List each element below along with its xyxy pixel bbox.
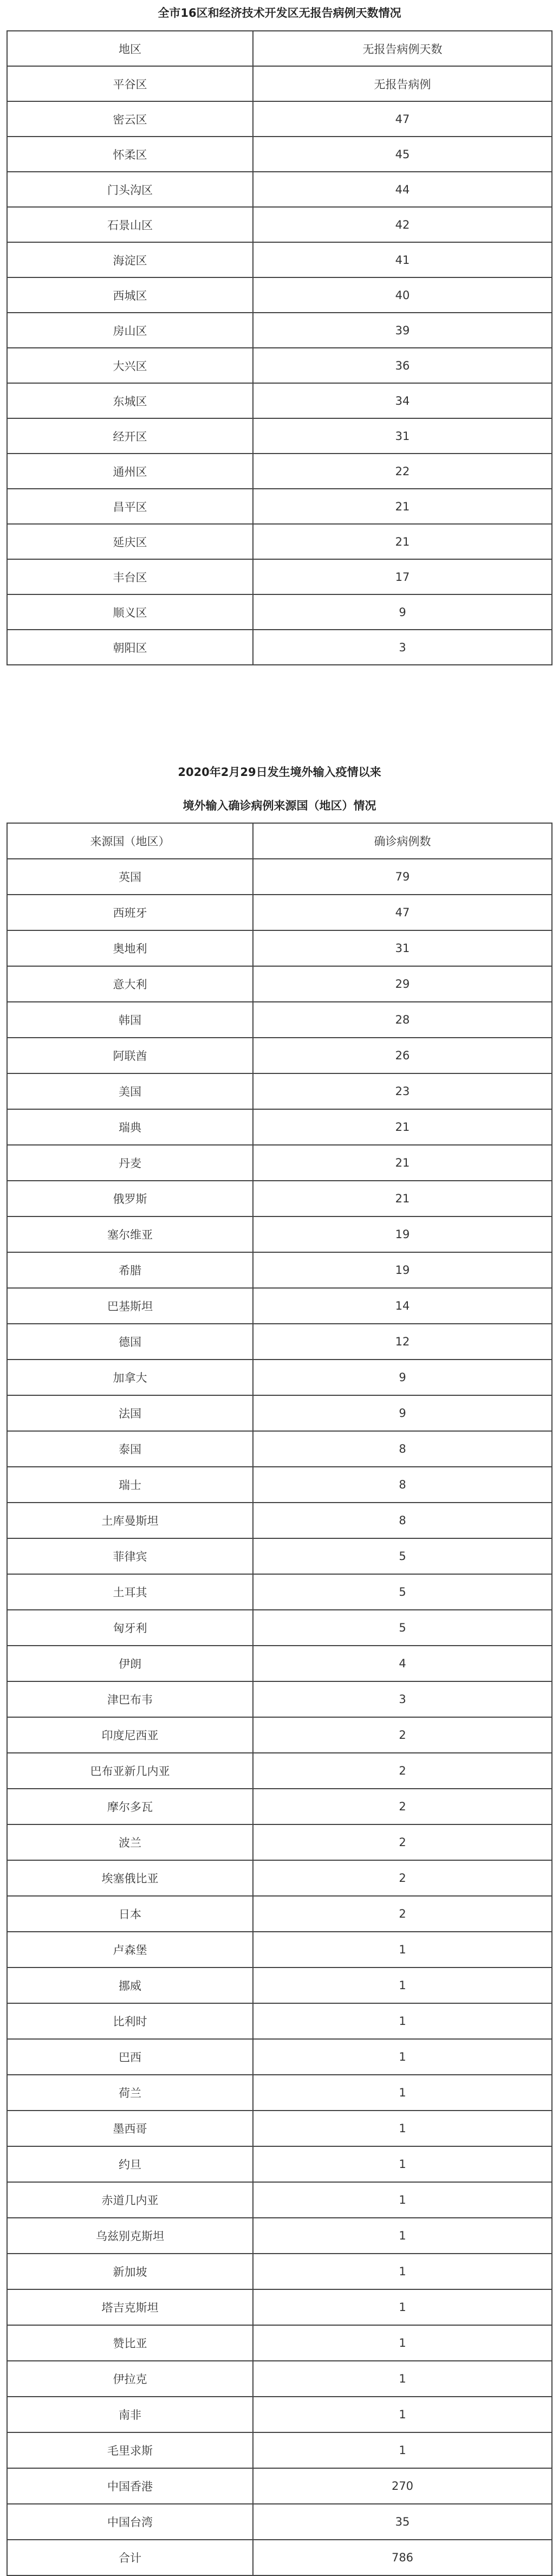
table-row xyxy=(7,383,552,418)
row-label-cell: 瑞典 xyxy=(7,1109,253,1145)
table-row xyxy=(7,1896,552,1932)
row-label-cell: 巴西 xyxy=(7,2039,253,2075)
row-label-cell: 丰台区 xyxy=(7,559,253,594)
table-row xyxy=(7,1789,552,1824)
row-value-cell: 1 xyxy=(253,2218,552,2254)
row-value-cell: 1 xyxy=(253,2325,552,2361)
row-value-cell: 1 xyxy=(253,2182,552,2218)
column-header-days: 无报告病例天数 xyxy=(253,31,552,66)
row-value-cell: 4 xyxy=(253,1646,552,1681)
table-row xyxy=(7,1252,552,1288)
row-value-cell: 39 xyxy=(253,313,552,348)
table-row xyxy=(7,859,552,895)
row-label-cell: 日本 xyxy=(7,1896,253,1932)
row-label-cell: 土库曼斯坦 xyxy=(7,1503,253,1538)
row-label-cell: 巴基斯坦 xyxy=(7,1288,253,1324)
row-value-cell: 79 xyxy=(253,859,552,895)
row-value-cell: 12 xyxy=(253,1324,552,1360)
row-value-cell: 1 xyxy=(253,1967,552,2003)
table-row xyxy=(7,895,552,930)
table-row xyxy=(7,66,552,101)
row-value-cell: 21 xyxy=(253,489,552,524)
row-value-cell: 1 xyxy=(253,2039,552,2075)
table-row xyxy=(7,2039,552,2075)
row-value-cell: 35 xyxy=(253,2504,552,2540)
row-label-cell: 加拿大 xyxy=(7,1360,253,1395)
row-label-cell: 匈牙利 xyxy=(7,1610,253,1646)
row-label-cell: 经开区 xyxy=(7,418,253,454)
row-value-cell: 5 xyxy=(253,1538,552,1574)
row-label-cell: 延庆区 xyxy=(7,524,253,559)
table-row xyxy=(7,418,552,454)
row-label-cell: 卢森堡 xyxy=(7,1932,253,1967)
row-label-cell: 墨西哥 xyxy=(7,2111,253,2146)
table-row xyxy=(7,454,552,489)
row-label-cell: 房山区 xyxy=(7,313,253,348)
row-value-cell: 19 xyxy=(253,1216,552,1252)
row-label-cell: 密云区 xyxy=(7,101,253,137)
table-row xyxy=(7,313,552,348)
row-value-cell: 23 xyxy=(253,1073,552,1109)
table-row xyxy=(7,2432,552,2468)
row-label-cell: 中国台湾 xyxy=(7,2504,253,2540)
row-label-cell: 奥地利 xyxy=(7,930,253,966)
table-row xyxy=(7,2254,552,2289)
table-row xyxy=(7,348,552,383)
row-label-cell: 塔吉克斯坦 xyxy=(7,2289,253,2325)
table-row xyxy=(7,1860,552,1896)
row-label-cell: 赞比亚 xyxy=(7,2325,253,2361)
row-value-cell: 5 xyxy=(253,1574,552,1610)
row-value-cell: 22 xyxy=(253,454,552,489)
row-value-cell: 1 xyxy=(253,2254,552,2289)
row-value-cell: 2 xyxy=(253,1824,552,1860)
row-label-cell: 泰国 xyxy=(7,1431,253,1467)
row-label-cell: 塞尔维亚 xyxy=(7,1216,253,1252)
row-label-cell: 大兴区 xyxy=(7,348,253,383)
table-row xyxy=(7,2540,552,2575)
row-label-cell: 西城区 xyxy=(7,277,253,313)
row-label-cell: 英国 xyxy=(7,859,253,895)
row-label-cell: 毛里求斯 xyxy=(7,2432,253,2468)
row-label-cell: 南非 xyxy=(7,2397,253,2432)
row-label-cell: 希腊 xyxy=(7,1252,253,1288)
table-row xyxy=(7,2075,552,2111)
row-label-cell: 合计 xyxy=(7,2540,253,2575)
row-value-cell: 2 xyxy=(253,1717,552,1753)
row-value-cell: 1 xyxy=(253,2289,552,2325)
row-value-cell: 8 xyxy=(253,1467,552,1503)
row-value-cell: 31 xyxy=(253,930,552,966)
table-row xyxy=(7,966,552,1002)
imported-cases-table-body xyxy=(7,823,552,2575)
row-label-cell: 韩国 xyxy=(7,1002,253,1038)
table-row xyxy=(7,1109,552,1145)
row-value-cell: 19 xyxy=(253,1252,552,1288)
row-value-cell: 2 xyxy=(253,1789,552,1824)
row-value-cell: 45 xyxy=(253,137,552,172)
row-value-cell: 36 xyxy=(253,348,552,383)
row-label-cell: 西班牙 xyxy=(7,895,253,930)
table-row xyxy=(7,1073,552,1109)
table-row xyxy=(7,559,552,594)
row-label-cell: 朝阳区 xyxy=(7,630,253,665)
table-row xyxy=(7,2111,552,2146)
row-label-cell: 瑞士 xyxy=(7,1467,253,1503)
row-value-cell: 1 xyxy=(253,1932,552,1967)
row-value-cell: 1 xyxy=(253,2075,552,2111)
row-label-cell: 平谷区 xyxy=(7,66,253,101)
table-row xyxy=(7,2361,552,2397)
row-value-cell: 44 xyxy=(253,172,552,207)
table-row xyxy=(7,277,552,313)
row-value-cell: 14 xyxy=(253,1288,552,1324)
row-label-cell: 菲律宾 xyxy=(7,1538,253,1574)
row-label-cell: 埃塞俄比亚 xyxy=(7,1860,253,1896)
table-row xyxy=(7,1431,552,1467)
row-label-cell: 俄罗斯 xyxy=(7,1181,253,1216)
row-label-cell: 新加坡 xyxy=(7,2254,253,2289)
row-value-cell: 9 xyxy=(253,594,552,630)
table-row xyxy=(7,137,552,172)
row-label-cell: 巴布亚新几内亚 xyxy=(7,1753,253,1789)
row-value-cell: 42 xyxy=(253,207,552,242)
imported-cases-table xyxy=(6,823,552,2576)
table-row xyxy=(7,242,552,277)
row-value-cell: 5 xyxy=(253,1610,552,1646)
row-value-cell: 28 xyxy=(253,1002,552,1038)
table-row xyxy=(7,489,552,524)
row-label-cell: 挪威 xyxy=(7,1967,253,2003)
table-row xyxy=(7,1574,552,1610)
table-row xyxy=(7,1181,552,1216)
row-label-cell: 通州区 xyxy=(7,454,253,489)
row-value-cell: 47 xyxy=(253,101,552,137)
table-row xyxy=(7,1395,552,1431)
row-label-cell: 昌平区 xyxy=(7,489,253,524)
table-row xyxy=(7,594,552,630)
row-label-cell: 东城区 xyxy=(7,383,253,418)
row-value-cell: 26 xyxy=(253,1038,552,1073)
row-label-cell: 津巴布韦 xyxy=(7,1681,253,1717)
district-table xyxy=(6,30,552,665)
district-table-body xyxy=(7,31,552,665)
row-value-cell: 34 xyxy=(253,383,552,418)
row-value-cell: 29 xyxy=(253,966,552,1002)
row-label-cell: 怀柔区 xyxy=(7,137,253,172)
column-header-case-count: 确诊病例数 xyxy=(253,823,552,859)
table-row xyxy=(7,1503,552,1538)
table-row xyxy=(7,1538,552,1574)
table-row xyxy=(7,630,552,665)
row-value-cell: 21 xyxy=(253,1181,552,1216)
table-row xyxy=(7,2146,552,2182)
table-row xyxy=(7,207,552,242)
table-row xyxy=(7,1002,552,1038)
table-row xyxy=(7,2504,552,2540)
row-value-cell: 2 xyxy=(253,1860,552,1896)
row-value-cell: 21 xyxy=(253,1109,552,1145)
row-value-cell: 2 xyxy=(253,1896,552,1932)
table-row xyxy=(7,1932,552,1967)
row-label-cell: 意大利 xyxy=(7,966,253,1002)
row-label-cell: 美国 xyxy=(7,1073,253,1109)
table-row xyxy=(7,1288,552,1324)
row-label-cell: 法国 xyxy=(7,1395,253,1431)
row-label-cell: 乌兹别克斯坦 xyxy=(7,2218,253,2254)
table-header-row xyxy=(7,31,552,66)
table-row xyxy=(7,2325,552,2361)
row-label-cell: 门头沟区 xyxy=(7,172,253,207)
table-row xyxy=(7,930,552,966)
table-row xyxy=(7,2182,552,2218)
row-label-cell: 阿联酋 xyxy=(7,1038,253,1073)
row-label-cell: 丹麦 xyxy=(7,1145,253,1181)
row-value-cell: 3 xyxy=(253,630,552,665)
row-label-cell: 伊朗 xyxy=(7,1646,253,1681)
row-label-cell: 伊拉克 xyxy=(7,2361,253,2397)
row-value-cell: 31 xyxy=(253,418,552,454)
row-label-cell: 中国香港 xyxy=(7,2468,253,2504)
table-row xyxy=(7,2289,552,2325)
row-label-cell: 印度尼西亚 xyxy=(7,1717,253,1753)
row-label-cell: 摩尔多瓦 xyxy=(7,1789,253,1824)
table-row xyxy=(7,1824,552,1860)
row-value-cell: 21 xyxy=(253,1145,552,1181)
table-row xyxy=(7,524,552,559)
row-label-cell: 约旦 xyxy=(7,2146,253,2182)
table-row xyxy=(7,2218,552,2254)
import-table-title-line2: 境外输入确诊病例来源国（地区）情况 xyxy=(183,799,376,812)
district-table-title: 全市16区和经济技术开发区无报告病例天数情况 xyxy=(158,7,401,20)
row-label-cell: 土耳其 xyxy=(7,1574,253,1610)
row-value-cell: 3 xyxy=(253,1681,552,1717)
row-value-cell: 无报告病例 xyxy=(253,66,552,101)
table-row xyxy=(7,1646,552,1681)
row-value-cell: 47 xyxy=(253,895,552,930)
table-row xyxy=(7,1145,552,1181)
row-value-cell: 21 xyxy=(253,524,552,559)
table-row xyxy=(7,101,552,137)
table-header-row xyxy=(7,823,552,859)
table-row xyxy=(7,1717,552,1753)
table-row xyxy=(7,172,552,207)
table-row xyxy=(7,2397,552,2432)
row-value-cell: 9 xyxy=(253,1360,552,1395)
table-row xyxy=(7,1753,552,1789)
row-value-cell: 1 xyxy=(253,2111,552,2146)
row-value-cell: 1 xyxy=(253,2432,552,2468)
row-value-cell: 1 xyxy=(253,2361,552,2397)
table-row xyxy=(7,1681,552,1717)
row-label-cell: 德国 xyxy=(7,1324,253,1360)
row-label-cell: 比利时 xyxy=(7,2003,253,2039)
row-value-cell: 1 xyxy=(253,2003,552,2039)
row-label-cell: 荷兰 xyxy=(7,2075,253,2111)
row-value-cell: 786 xyxy=(253,2540,552,2575)
row-label-cell: 赤道几内亚 xyxy=(7,2182,253,2218)
row-value-cell: 41 xyxy=(253,242,552,277)
row-value-cell: 8 xyxy=(253,1503,552,1538)
column-header-district: 地区 xyxy=(7,31,253,66)
row-value-cell: 8 xyxy=(253,1431,552,1467)
row-label-cell: 石景山区 xyxy=(7,207,253,242)
column-header-source-country: 来源国（地区） xyxy=(7,823,253,859)
row-value-cell: 2 xyxy=(253,1753,552,1789)
table-row xyxy=(7,1216,552,1252)
section-gap xyxy=(0,665,559,755)
table-row xyxy=(7,1610,552,1646)
row-value-cell: 1 xyxy=(253,2397,552,2432)
table-row xyxy=(7,1038,552,1073)
table-row xyxy=(7,2003,552,2039)
table-row xyxy=(7,2468,552,2504)
table-row xyxy=(7,1324,552,1360)
row-value-cell: 1 xyxy=(253,2146,552,2182)
row-label-cell: 海淀区 xyxy=(7,242,253,277)
row-label-cell: 波兰 xyxy=(7,1824,253,1860)
import-table-title-line1: 2020年2月29日发生境外输入疫情以来 xyxy=(178,766,381,779)
row-value-cell: 17 xyxy=(253,559,552,594)
table-row xyxy=(7,1467,552,1503)
row-label-cell: 顺义区 xyxy=(7,594,253,630)
row-value-cell: 270 xyxy=(253,2468,552,2504)
row-value-cell: 9 xyxy=(253,1395,552,1431)
row-value-cell: 40 xyxy=(253,277,552,313)
table-row xyxy=(7,1967,552,2003)
table-row xyxy=(7,1360,552,1395)
